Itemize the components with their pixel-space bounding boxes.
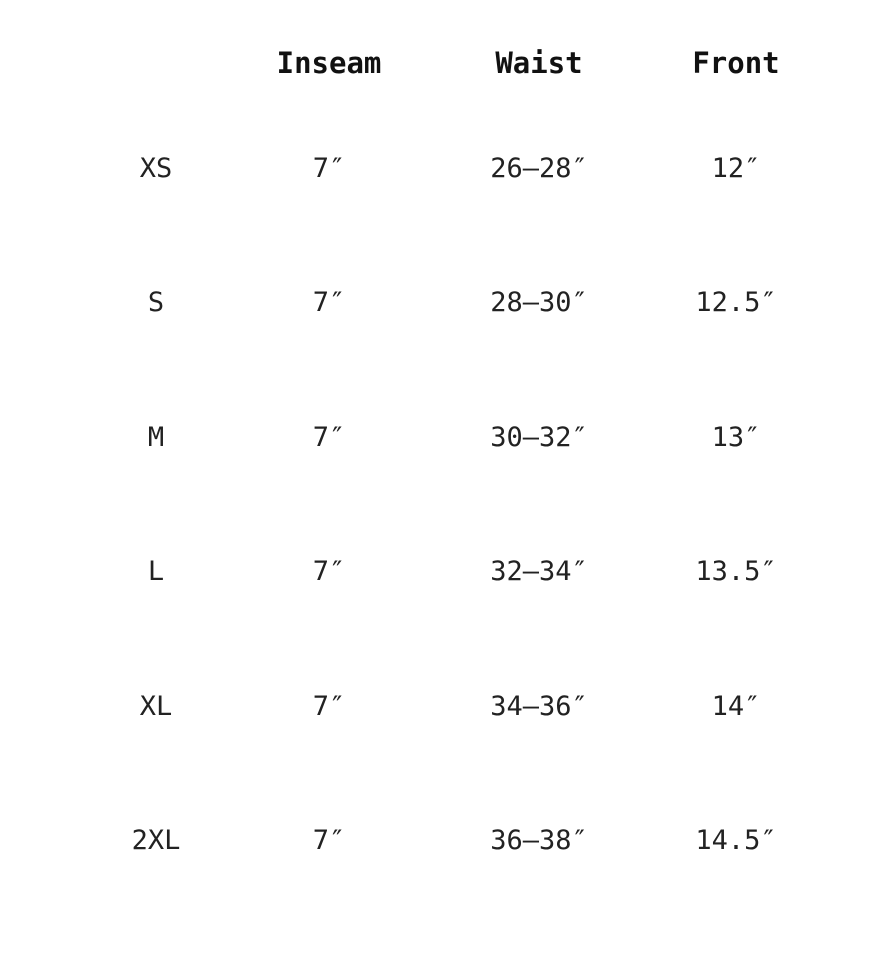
table-row [0, 149, 870, 189]
front-cell: 13.5″ [695, 556, 777, 587]
table-header-row [0, 40, 870, 86]
front-cell: 12″ [711, 153, 761, 184]
table-row [0, 418, 870, 458]
size-cell: M [147, 422, 165, 453]
inseam-cell: 7″ [312, 691, 346, 722]
size-cell: L [147, 556, 165, 587]
table-row [0, 821, 870, 861]
table-row [0, 283, 870, 323]
size-cell: S [147, 287, 165, 318]
inseam-cell: 7″ [312, 422, 346, 453]
table-row [0, 687, 870, 727]
waist-cell: 26–28″ [490, 153, 588, 184]
header-waist: Waist [495, 46, 583, 80]
inseam-cell: 7″ [312, 287, 346, 318]
waist-cell: 28–30″ [490, 287, 588, 318]
front-cell: 12.5″ [695, 287, 777, 318]
front-cell: 14″ [711, 691, 761, 722]
inseam-cell: 7″ [312, 825, 346, 856]
size-cell: XS [139, 153, 173, 184]
waist-cell: 36–38″ [490, 825, 588, 856]
size-cell: 2XL [131, 825, 181, 856]
size-cell: XL [139, 691, 173, 722]
header-front: Front [692, 46, 780, 80]
header-inseam: Inseam [276, 46, 382, 80]
waist-cell: 34–36″ [490, 691, 588, 722]
inseam-cell: 7″ [312, 556, 346, 587]
waist-cell: 32–34″ [490, 556, 588, 587]
waist-cell: 30–32″ [490, 422, 588, 453]
table-row [0, 552, 870, 592]
front-cell: 14.5″ [695, 825, 777, 856]
inseam-cell: 7″ [312, 153, 346, 184]
front-cell: 13″ [711, 422, 761, 453]
